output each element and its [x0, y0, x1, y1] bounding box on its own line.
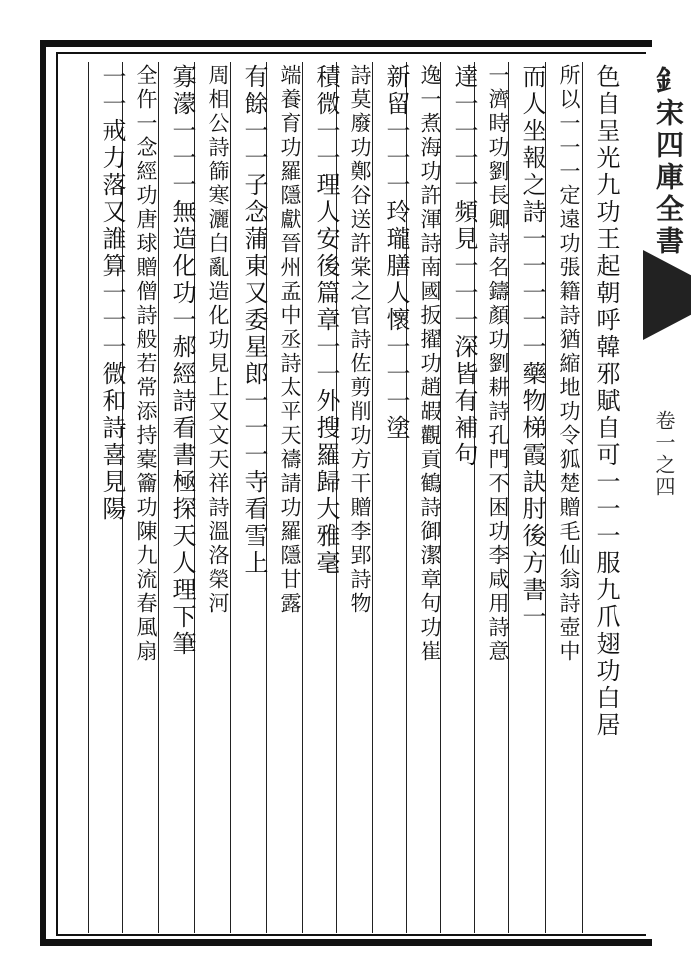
- text-column: 一濟時功劉長卿詩名鑄顏功劉耕詩孔門不困功李咸用詩意: [486, 64, 510, 664]
- text-column: 而人坐報之詩一一一一一藥物梯霞訣肘後方書一: [518, 64, 546, 631]
- text-column: 全仵一念經功唐球贈僧詩般若常添持橐籥功陳九流春風扇: [134, 64, 158, 664]
- text-column: 積微一一理人安後篇章一一外搜羅歸大雅毫: [312, 64, 340, 577]
- text-column: 詩莫廢功鄭谷送許棠之官詩佐剪削功方干贈李郢詩物: [348, 64, 372, 616]
- text-column: 色自呈光九功王起朝呼韓邪賦自可一一一服九爪翅功白居: [592, 64, 620, 739]
- text-column: 有餘一一子念蒲東又委星郎一一一寺看雪上: [240, 64, 268, 577]
- page-fold-mark: [643, 250, 691, 340]
- volume-label: 卷一之四: [652, 410, 676, 498]
- text-column: 一一戒力落又誰算一一一微和詩喜見陽: [98, 64, 126, 523]
- text-column: 寡濛一一一無造化功一郝經詩看書極探天人理下筆: [168, 64, 196, 658]
- margin-title: 釒宋四庫全書: [652, 66, 685, 258]
- column-rule: [88, 62, 89, 933]
- text-column: 逸一煮海功許渾詩南國扳擢功趙嘏觀貢鶴詩御潔章句功崔: [418, 64, 442, 664]
- text-column: 所以一一一定遠功張籍詩猶縮地功令狐楚贈毛仙翁詩壺中: [557, 64, 581, 664]
- text-column: 端養育功羅隱獻晉州孟中丞詩太平天禱請功羅隱甘露: [278, 64, 302, 616]
- text-column: 新留一一一玲瓏膳人懷一一一塗: [382, 64, 410, 442]
- text-column: 周相公詩篩寒灑白亂造化功見上又文天祥詩溫洛榮河: [206, 64, 230, 616]
- text-column: 達一一一一頻見一一一深皆有補句: [450, 64, 478, 469]
